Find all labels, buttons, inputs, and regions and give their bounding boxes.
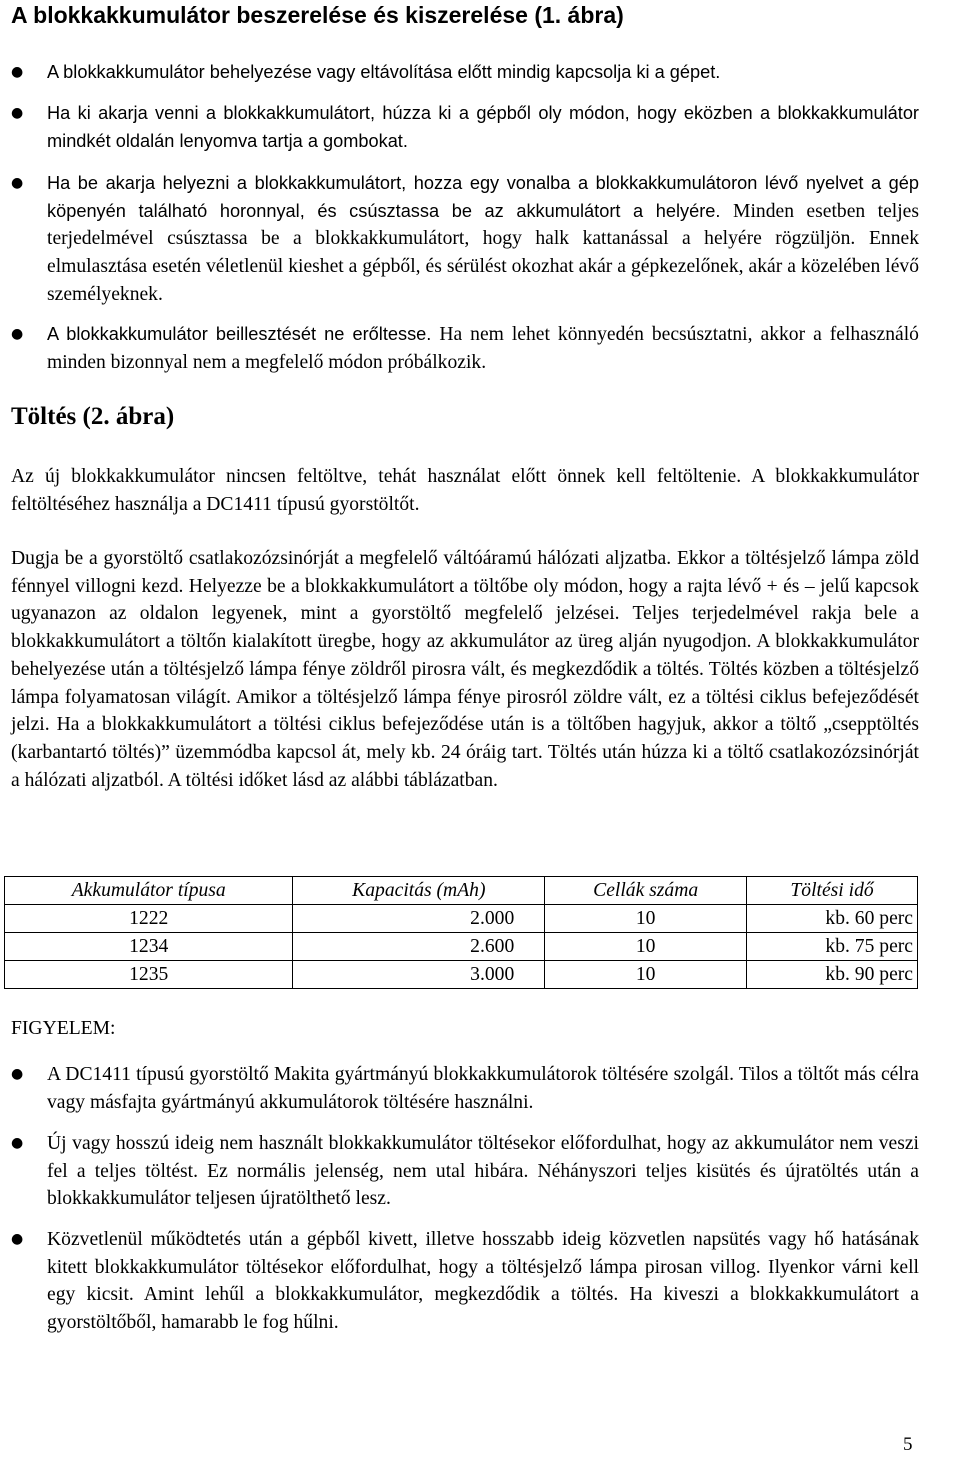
table-cell: kb. 75 perc bbox=[747, 933, 918, 961]
paragraph-charging: Dugja be a gyorstöltő csatlakozózsinórját a megfelelő váltóáramú hálózati aljzatba. Ekkor a töltésjelző lámpa zöld fénnyel villogni kezd. Helyezze be a blokkakkumulátort a töltőbe oly módon, hogy a rajta lévő + és – jelű kapcsok ugyanazon az oldalon legyenek, mint a gyorstöltő megfelelő jelzései. Teljes terjedelmével rakja bele a blokkakkumulátort a töltőn kialakított üregbe, hogy az akkumulátor az üreg alján nyugodjon. A blokkakkumulátor behelyezése után a töltésjelző lámpa fénye zöldről pirosra vált, és megkezdődik a töltés. Töltés közben a töltésjelző lámpa folyamatosan világít. Amikor a töltésjelző lámpa fénye pirosról zöldre vált, ez a töltési ciklus befejeződését jelzi. Ha a blokkakkumulátort a töltési ciklus befejeződése után is a töltőben hagyjuk, akkor a töltő „csepptöltés (karbantartó töltés)” üzemmódba kapcsol át, mely kb. 24 óráig tart. Töltés után húzza ki a töltő csatlakozózsinórját a hálózati aljzatból. A töltési időket lásd az alábbi táblázatban. bbox=[11, 548, 919, 791]
section-title-battery: A blokkakkumulátor beszerelése és kiszerelése (1. ábra) bbox=[11, 2, 624, 28]
bullet-text: Új vagy hosszú ideig nem használt blokkakkumulátor töltésekor előfordulhat, hogy az akkumulátor nem veszi fel a teljes töltést. Ez normális jelenség, nem utal hibára. Néhányszori teljes kisütés és újratöltés után a blokkakkumulátor teljesen újratölthető lesz. bbox=[47, 1133, 919, 1210]
table-cell: 3.000 bbox=[293, 961, 545, 989]
table-cell: 10 bbox=[545, 961, 747, 989]
table-cell: 2.000 bbox=[293, 905, 545, 933]
section-title-charging: Töltés (2. ábra) bbox=[11, 403, 175, 430]
bullet-text: Ha ki akarja venni a blokkakkumulátort, húzza ki a gépből oly módon, hogy eközben a blokkakkumulátor mindkét oldalán lenyomva tartja a gombokat. bbox=[47, 103, 919, 151]
bullet-item bbox=[11, 59, 919, 87]
table-cell: kb. 60 perc bbox=[747, 905, 918, 933]
table-header-row bbox=[5, 877, 918, 905]
table-cell: kb. 90 perc bbox=[747, 961, 918, 989]
table-row bbox=[5, 961, 918, 989]
bullet-sentence: Ha be akarja helyezni a blokkakkumulátort, hozza egy vonalba a blokkakkumulátoron lévő nyelvet a gép köpenyén található horonnyal, és csúsztassa be az akkumulátort a helyére. bbox=[47, 173, 919, 221]
bullet-text: A DC1411 típusú gyorstöltő Makita gyártmányú blokkakkumulátorok töltésére szolgál. Tilos a töltőt más célra vagy másfajta gyártmányú akkumulátorok töltésére használni. bbox=[47, 1064, 919, 1113]
table-row bbox=[5, 905, 918, 933]
table-header-cell: Cellák száma bbox=[545, 877, 747, 905]
table-cell: 1222 bbox=[5, 905, 293, 933]
bullet-text: A blokkakkumulátor behelyezése vagy eltávolítása előtt mindig kapcsolja ki a gépet. bbox=[47, 62, 721, 82]
bullet-icon: ● bbox=[11, 1066, 24, 1082]
page-number: 5 bbox=[903, 1434, 913, 1455]
bullet-sentence: A blokkakkumulátor beillesztését ne erőltesse. bbox=[47, 324, 432, 344]
bullet-item bbox=[11, 1130, 919, 1213]
bullet-icon: ● bbox=[11, 1135, 24, 1151]
table-cell: 10 bbox=[545, 933, 747, 961]
table-row bbox=[5, 933, 918, 961]
bullet-item bbox=[11, 321, 919, 376]
bullet-item bbox=[11, 170, 919, 309]
bullet-sentence: Ennek elmulasztása esetén véletlenül kieshet a gépből, és sérülést okozhat akár a gépkezelőnek, akár a közelében lévő személyeknek. bbox=[47, 228, 919, 305]
table-cell: 1235 bbox=[5, 961, 293, 989]
bullet-sentence: Ha nem lehet könnyedén becsúsztatni, akkor a felhasználó minden bizonnyal nem a megfelelő módon próbálkozik. bbox=[47, 324, 919, 373]
bullet-icon: ● bbox=[11, 1231, 24, 1247]
bullet-text bbox=[47, 170, 919, 309]
charging-time-table bbox=[4, 876, 918, 989]
bullet-icon: ● bbox=[11, 105, 24, 121]
bullet-sentence: Minden esetben teljes terjedelmével csúsztassa be a blokkakkumulátort, hogy halk kattanással a helyére rögzüljön. bbox=[47, 200, 919, 250]
bullet-icon: ● bbox=[11, 64, 24, 80]
bullet-item bbox=[11, 100, 919, 155]
bullet-icon: ● bbox=[11, 175, 24, 191]
table-header-cell: Töltési idő bbox=[747, 877, 918, 905]
paragraph-intro: Az új blokkakkumulátor nincsen feltöltve, tehát használat előtt önnek kell feltöltenie. A blokkakkumulátor feltöltéséhez használja a DC1411 típusú gyorstöltőt. bbox=[11, 466, 919, 515]
table-cell: 2.600 bbox=[293, 933, 545, 961]
table-header-cell: Akkumulátor típusa bbox=[5, 877, 293, 905]
bullet-item bbox=[11, 1226, 919, 1337]
bullet-item bbox=[11, 1061, 919, 1116]
table-cell: 10 bbox=[545, 905, 747, 933]
table-header-cell: Kapacitás (mAh) bbox=[293, 877, 545, 905]
bullet-icon: ● bbox=[11, 326, 24, 342]
bullet-text: Közvetlenül működtetés után a gépből kivett, illetve hosszabb ideig közvetlen napsütés vagy hő hatásának kitett blokkakkumulátor töltésekor előfordulhat, hogy a töltésjelző lámpa pirosan villog. Ilyenkor várni kell egy kicsit. Amint lehűl a blokkakkumulátor, megkezdődik a töltés. Ha kiveszi a blokkakkumulátort a gyorstöltőből, hamarabb le fog hűlni. bbox=[47, 1229, 919, 1334]
bullet-text bbox=[47, 321, 919, 376]
table-cell: 1234 bbox=[5, 933, 293, 961]
warning-label: FIGYELEM: bbox=[11, 1018, 116, 1039]
